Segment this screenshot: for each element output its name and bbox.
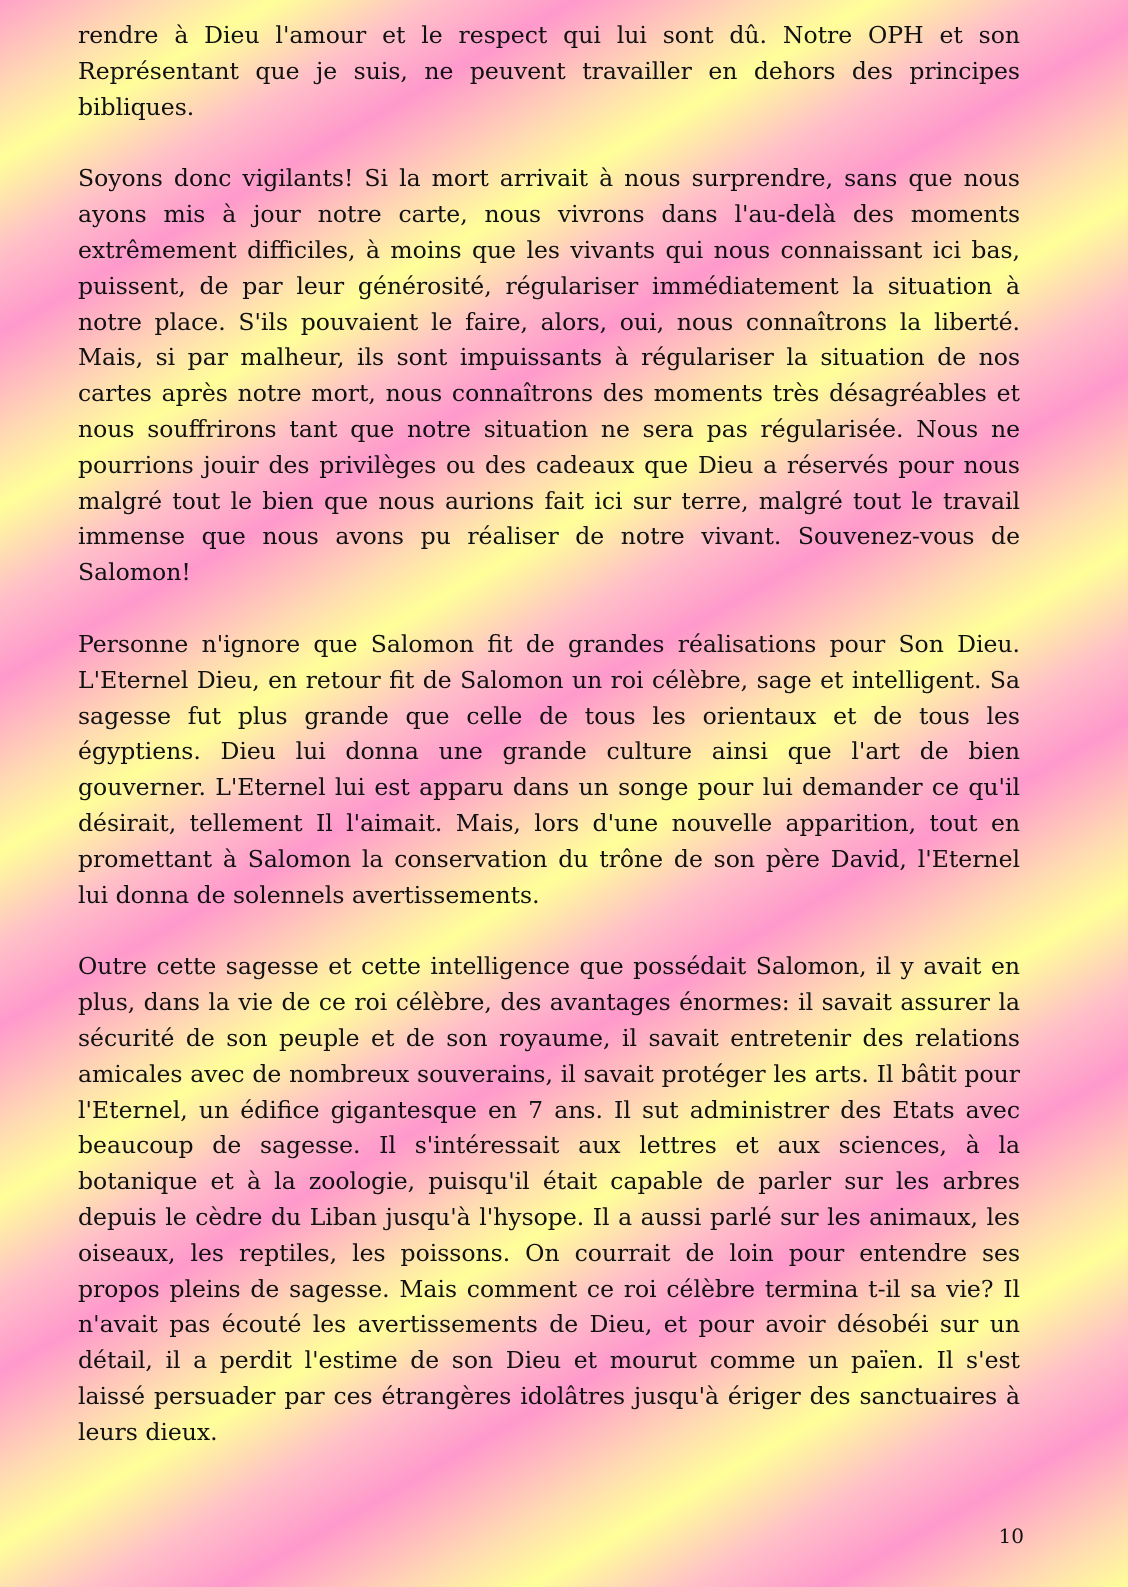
paragraph-1: rendre à Dieu l'amour et le respect qui lui sont dû. Notre OPH et son Représentant que je suis, ne peuvent travailler en dehors des principes bibliques. <box>78 21 1020 121</box>
document-body <box>78 18 1020 1486</box>
paragraph-2: Soyons donc vigilants! Si la mort arrivait à nous surprendre, sans que nous ayons mis à jour notre carte, nous vivrons dans l'au-delà des moments extrêmement difficiles, à moins que les vivants qui nous connaissant ici bas, puissent, de par leur générosité, régulariser immédiatement la situation à notre place. S'ils pouvaient le faire, alors, oui, nous connaîtrons la liberté. Mais, si par malheur, ils sont impuissants à régulariser la situation de nos cartes après notre mort, nous connaîtrons des moments très désagréables et nous souffrirons tant que notre situation ne sera pas régularisée. Nous ne pourrions jouir des privilèges ou des cadeaux que Dieu a réservés pour nous malgré tout le bien que nous aurions fait ici sur terre, malgré tout le travail immense que nous avons pu réaliser de notre vivant. Souvenez-vous de Salomon! <box>78 164 1020 587</box>
paragraph-4: Outre cette sagesse et cette intelligence que possédait Salomon, il y avait en plus, dans la vie de ce roi célèbre, des avantages énormes: il savait assurer la sécurité de son peuple et de son royaume, il savait entretenir des relations amicales avec de nombreux souverains, il savait protéger les arts. Il bâtit pour l'Eternel, un édifice gigantesque en 7 ans. Il sut administrer des Etats avec beaucoup de sagesse. Il s'intéressait aux lettres et aux sciences, à la botanique et à la zoologie, puisqu'il était capable de parler sur les arbres depuis le cèdre du Liban jusqu'à l'hysope. Il a aussi parlé sur les animaux, les oiseaux, les reptiles, les poissons. On courrait de loin pour entendre ses propos pleins de sagesse. Mais comment ce roi célèbre termina t-il sa vie? Il n'avait pas écouté les avertissements de Dieu, et pour avoir désobéi sur un détail, il a perdit l'estime de son Dieu et mourut comme un païen. Il s'est laissé persuader par ces étrangères idolâtres jusqu'à ériger des sanctuaires à leurs dieux. <box>78 952 1020 1446</box>
paragraph-3: Personne n'ignore que Salomon fit de grandes réalisations pour Son Dieu. L'Eternel Dieu, en retour fit de Salomon un roi célèbre, sage et intelligent. Sa sagesse fut plus grande que celle de tous les orientaux et de tous les égyptiens. Dieu lui donna une grande culture ainsi que l'art de bien gouverner. L'Eternel lui est apparu dans un songe pour lui demander ce qu'il désirait, tellement Il l'aimait. Mais, lors d'une nouvelle apparition, tout en promettant à Salomon la conservation du trône de son père David, l'Eternel lui donna de solennels avertissements. <box>78 629 1020 909</box>
page-number: 10 <box>998 1524 1024 1548</box>
